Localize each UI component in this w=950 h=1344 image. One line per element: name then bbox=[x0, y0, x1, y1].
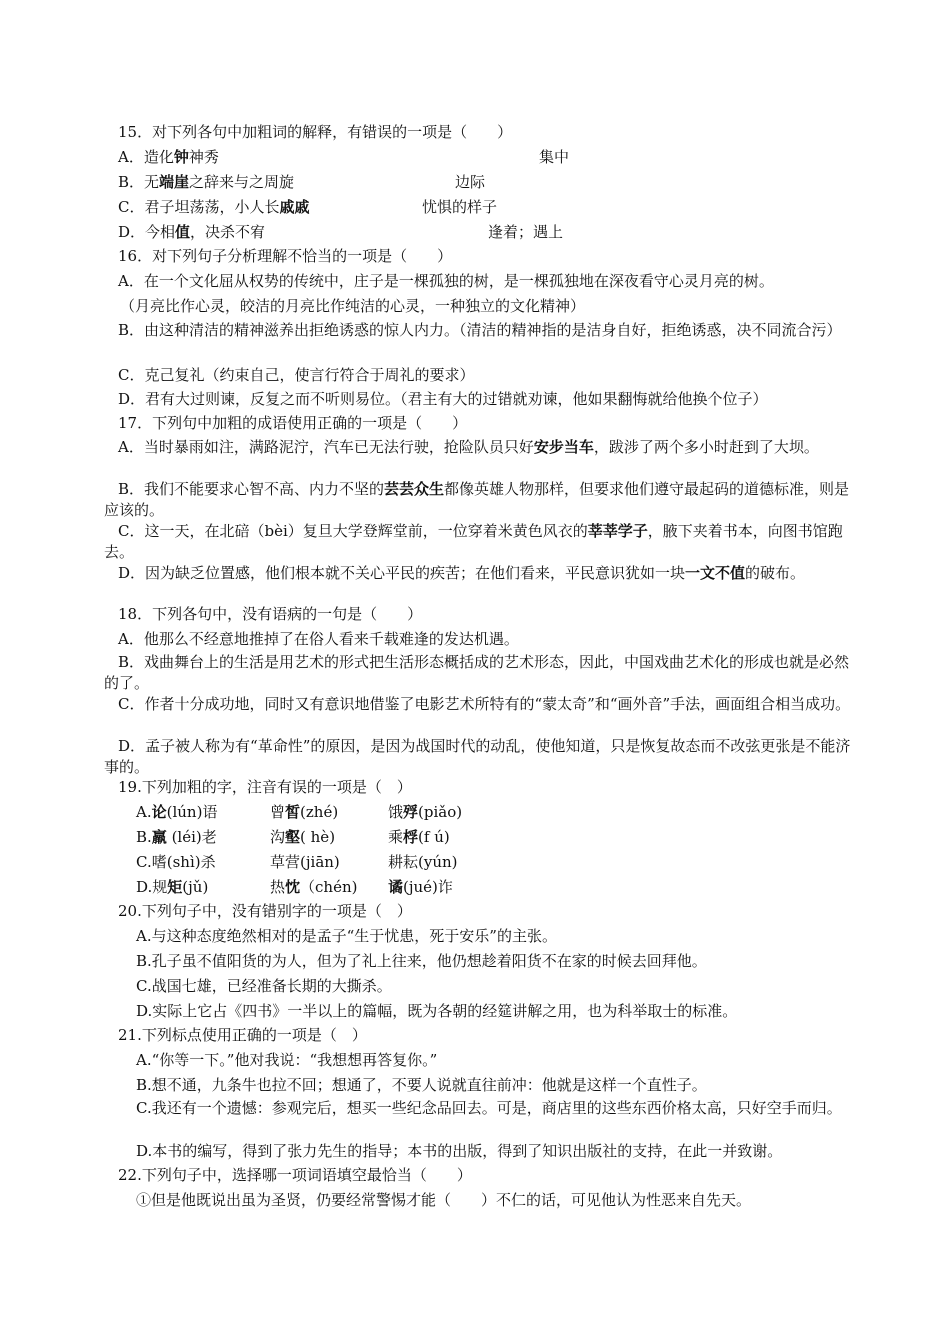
q18-option-b: B．戏曲舞台上的生活是用艺术的形式把生活形态概括成的艺术形态，因此，中国戏曲艺术化的形成也就是必然的了。 bbox=[104, 653, 850, 692]
q17-option-c: C．这一天，在北碚（bèi）复旦大学登辉堂前，一位穿着米黄色风衣的莘莘学子，腋下夹着书本，向图书馆跑去。 bbox=[104, 522, 843, 561]
q17-stem: 17．下列句中加粗的成语使用正确的一项是（ ） bbox=[118, 414, 468, 432]
q19-option-b-item-1: B.羸 (léi)老 bbox=[136, 828, 217, 846]
q19-option-a-item-1: A.论(lún)语 bbox=[136, 803, 218, 821]
q18-stem: 18．下列各句中，没有语病的一句是（ ） bbox=[118, 605, 423, 623]
q15-gloss-a: 集中 bbox=[539, 148, 570, 166]
q18-option-a: A．他那么不经意地推掉了在俗人看来千载难逢的发达机遇。 bbox=[118, 630, 519, 648]
q16-option-b: B．由这种清洁的精神滋养出拒绝诱惑的惊人内力。（清洁的精神指的是洁身自好，拒绝诱惑，决不同流合污） bbox=[118, 321, 842, 339]
q20-stem: 20.下列句子中，没有错别字的一项是（ ） bbox=[118, 902, 412, 920]
q15-gloss-b: 边际 bbox=[455, 173, 486, 191]
q20-option-d: D.实际上它占《四书》一半以上的篇幅，既为各朝的经筵讲解之用，也为科举取士的标准。 bbox=[136, 1002, 738, 1020]
q15-gloss-c: 忧惧的样子 bbox=[422, 198, 498, 216]
q19-option-a-item-3: 饿殍(piǎo) bbox=[388, 803, 463, 821]
q19-option-a-item-2: 曾皙(zhé) bbox=[270, 803, 339, 821]
q22-sentence-1: ①但是他既说出虽为圣贤，仍要经常警惕才能（ ）不仁的话，可见他认为性恶来自先天。 bbox=[136, 1191, 752, 1209]
q20-option-a: A.与这种态度绝然相对的是孟子“生于忧患，死于安乐”的主张。 bbox=[136, 927, 557, 945]
q16-option-d: D．君有大过则谏，反复之而不听则易位。（君主有大的过错就劝谏，他如果翻悔就给他换个位子） bbox=[118, 390, 768, 408]
q22-stem: 22.下列句子中，选择哪一项词语填空最恰当（ ） bbox=[118, 1166, 472, 1184]
q20-option-c: C.战国七雄，已经准备长期的大撕杀。 bbox=[136, 977, 392, 995]
q15-option-a: A．造化钟神秀 bbox=[118, 148, 219, 166]
q19-option-c-item-3: 耕耘(yún) bbox=[388, 853, 458, 871]
q15-option-d: D．今相值，决杀不宥 bbox=[118, 223, 266, 241]
q21-stem: 21.下列标点使用正确的一项是（ ） bbox=[118, 1026, 367, 1044]
q19-option-d-item-1: D.规矩(jǔ) bbox=[136, 878, 209, 896]
q21-option-d: D.本书的编写，得到了张力先生的指导；本书的出版，得到了知识出版社的支持，在此一并致谢。 bbox=[136, 1142, 783, 1160]
q15-gloss-d: 逢着；遇上 bbox=[488, 223, 564, 241]
q19-option-d-item-2: 热忱（chén) bbox=[270, 878, 358, 896]
q16-stem: 16．对下列句子分析理解不恰当的一项是（ ） bbox=[118, 247, 453, 265]
q19-option-b-item-3: 乘桴(f ú) bbox=[388, 828, 450, 846]
q15-option-b: B．无端崖之辞来与之周旋 bbox=[118, 173, 295, 191]
q18-option-c: C．作者十分成功地，同时又有意识地借鉴了电影艺术所特有的“蒙太奇”和“画外音”手法，画面组合相当成功。 bbox=[118, 695, 851, 713]
q15-stem: 15．对下列各句中加粗词的解释，有错误的一项是（ ） bbox=[118, 123, 513, 141]
q15-option-c: C．君子坦荡荡，小人长戚戚 bbox=[118, 198, 310, 216]
q21-option-b: B.想不通，九条牛也拉不回；想通了，不要人说就直往前冲：他就是这样一个直性子。 bbox=[136, 1076, 707, 1094]
q16-option-a-note: （月亮比作心灵，皎洁的月亮比作纯洁的心灵，一种独立的文化精神） bbox=[120, 297, 586, 315]
q21-option-c: C.我还有一个遗憾：参观完后，想买一些纪念品回去。可是，商店里的这些东西价格太高，只好空手而归。 bbox=[136, 1099, 842, 1117]
q19-option-d-item-3: 谲(jué)诈 bbox=[388, 878, 453, 896]
q18-option-d: D．孟子被人称为有“革命性”的原因，是因为战国时代的动乱，使他知道，只是恢复故态而不改弦更张是不能济事的。 bbox=[104, 737, 851, 776]
q16-option-c: C．克己复礼（约束自己，使言行符合于周礼的要求） bbox=[118, 366, 475, 384]
q17-option-b: B．我们不能要求心智不高、内力不坚的芸芸众生都像英雄人物那样，但要求他们遵守最起码的道德标准，则是应该的。 bbox=[104, 480, 850, 519]
q19-option-c-item-1: C.嗜(shì)杀 bbox=[136, 853, 216, 871]
q19-option-b-item-2: 沟壑( hè) bbox=[270, 828, 336, 846]
q21-option-a: A.“你等一下。”他对我说：“我想想再答复你。” bbox=[136, 1051, 438, 1069]
q17-option-d: D．因为缺乏位置感，他们根本就不关心平民的疾苦；在他们看来，平民意识犹如一块一文不值的破布。 bbox=[118, 564, 806, 582]
q19-stem: 19.下列加粗的字，注音有误的一项是（ ） bbox=[118, 778, 412, 796]
q17-option-a: A．当时暴雨如注，满路泥泞，汽车已无法行驶，抢险队员只好安步当车，跋涉了两个多小时赶到了大坝。 bbox=[118, 438, 819, 456]
q16-option-a: A．在一个文化屈从权势的传统中，庄子是一棵孤独的树，是一棵孤独地在深夜看守心灵月亮的树。 bbox=[118, 272, 774, 290]
q20-option-b: B.孔子虽不值阳货的为人，但为了礼上往来，他仍想趁着阳货不在家的时候去回拜他。 bbox=[136, 952, 707, 970]
q19-option-c-item-2: 草营(jiān) bbox=[270, 853, 340, 871]
